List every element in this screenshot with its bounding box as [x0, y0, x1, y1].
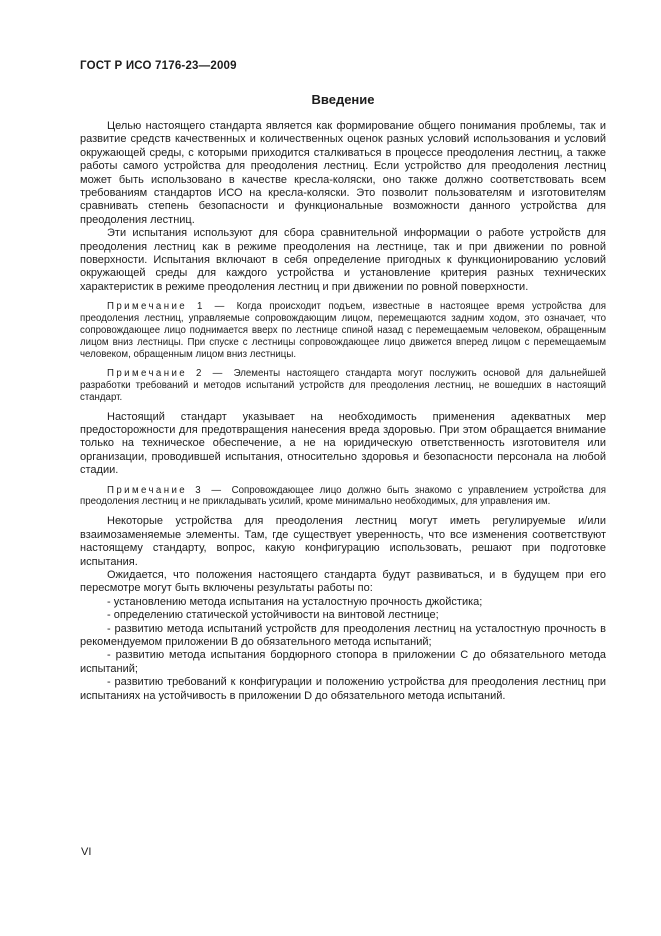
note-3-text: Сопровождающее лицо должно быть знакомо с управлением устройства для преодоления лестниц и не прикладывать усилий, кроме минимально необходимых, для управления им.	[80, 484, 606, 508]
list-item-joystick-fatigue: - установлению метода испытания на усталостную прочность джойстика;	[107, 595, 483, 608]
paragraph-intro-goal: Целью настоящего стандарта является как формирование общего понимания проблемы, так и развитие средств качественных и количественных оценок разных условий использования и условий окружающей среды, с которыми приходится сталкиваться в процессе преодоления лестниц, а также работы самого устройства для преодоления лестниц. Если устройство для преодоления лестниц может быть использовано в качестве кресла-коляски, оно также должно соответствовать всем требованиям стандартов ИСО на кресла-коляски. Это позволит пользователям и изготовителям сравнивать степень безопасности и функциональные возможности данного устройства для преодоления лестниц.	[80, 120, 606, 226]
note-1-label: Примечание 1 —	[107, 301, 237, 313]
note-2	[80, 368, 606, 404]
paragraph-safety-measures: Настоящий стандарт указывает на необходимость применения адекватных мер предосторожности для предотвращения нанесения вреда здоровью. При этом обращается внимание только на техническое обеспечение, а не на юридическую ответственность изготовителя или организации, проводившей испытания, относительно здоровья и безопасности персонала на любой стадии.	[80, 410, 606, 477]
note-1	[80, 301, 606, 361]
list-item-spiral-stairs-stability: - определению статической устойчивости на винтовой лестнице;	[107, 609, 439, 622]
paragraph-future-revision: Ожидается, что положения настоящего стандарта будут развиваться, и в будущем при его пересмотре могут быть включены результаты работы по:	[80, 569, 606, 595]
note-1-text: Когда происходит подъем, известные в настоящее время устройства для преодоления лестниц, управляемые сопровождающим лицом, перемещаются задним ходом, это означает, что сопровождающее лицо поднимается вверх по лестнице спиной назад с перемещаемым человеком, обращенным лицом вниз лестницы. При спуске с лестницы сопровождающее лицо движется вперед лицом с перемещаемым человеком, обращенным лицом вниз лестницы.	[80, 301, 606, 360]
page-title: Введение	[311, 92, 375, 107]
note-3	[80, 485, 606, 509]
list-item-annex-b-fatigue: - развитию метода испытаний устройств для преодоления лестниц на усталостную прочность в рекомендуемом приложении В до обязательного метода испытаний;	[80, 622, 606, 649]
page-number: VI	[81, 846, 92, 858]
list-item-annex-c-curb-stopper: - развитию метода испытания бордюрного стопора в приложении С до обязательного метода испытаний;	[80, 649, 606, 675]
document-header: ГОСТ Р ИСО 7176-23—2009	[80, 60, 237, 72]
paragraph-adjustable-elements: Некоторые устройства для преодоления лестниц могут иметь регулируемые и/или взаимозаменяемые элементы. Там, где существует уверенность, что все изменения соответствуют настоящему стандарту, вопрос, какую конфигурацию использовать, решают при подготовке испытания.	[80, 515, 606, 568]
note-3-label: Примечание 3 —	[107, 484, 232, 496]
note-2-label: Примечание 2 —	[107, 367, 234, 379]
paragraph-tests-purpose: Эти испытания используют для сбора сравнительной информации о работе устройств для преодоления лестниц как в режиме преодоления на лестнице, так и при движении по ровной поверхности. Испытания включают в себя определение пригодных к функционированию условий окружающей среды для каждого устройства и установление критерия разных технических характеристик в режиме преодоления лестниц и при движении по ровной поверхности.	[80, 227, 606, 293]
list-item-annex-d-stability: - развитию требований к конфигурации и положению устройства для преодоления лестниц при испытаниях на устойчивость в приложении D до обязательного метода испытаний.	[80, 676, 606, 702]
note-2-text: Элементы настоящего стандарта могут послужить основой для дальнейшей разработки требований и методов испытаний устройств для преодоления лестниц, не вошедших в настоящий стандарт.	[80, 367, 606, 403]
